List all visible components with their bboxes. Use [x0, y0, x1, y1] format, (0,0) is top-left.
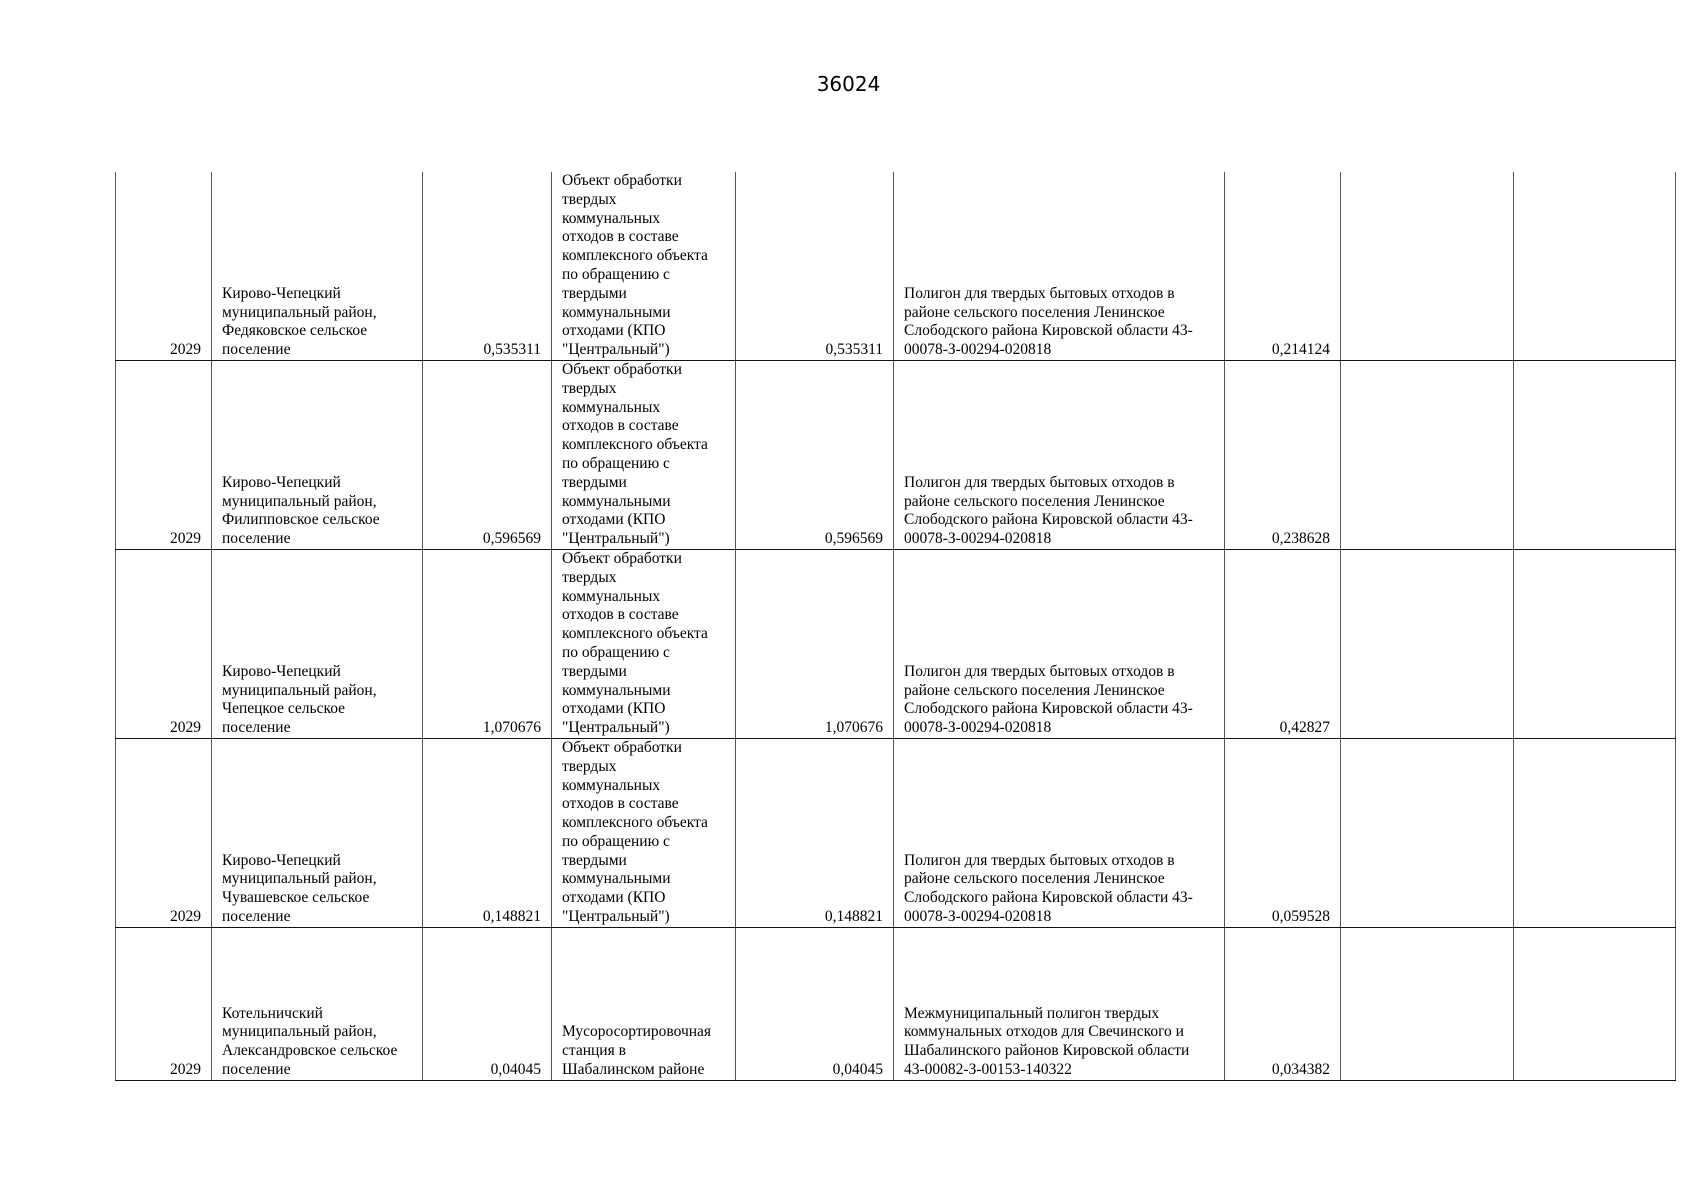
mass-object-cell: 0,04045 — [736, 927, 894, 1080]
mass-cell: 0,04045 — [423, 927, 552, 1080]
municipality-line: Александровское сельское — [222, 1042, 398, 1060]
object-line: твердых — [562, 379, 617, 397]
year-cell: 2029 — [116, 172, 212, 360]
mass-cell: 0,596569 — [423, 360, 552, 549]
municipality-line: Кирово-Чепецкий — [222, 662, 341, 680]
object-line: комплексного объекта — [562, 247, 708, 265]
municipality-line: Кирово-Чепецкий — [222, 473, 341, 491]
object-line: твердых — [562, 190, 617, 208]
object-line: по обращению с — [562, 454, 670, 472]
landfill-line: Полигон для твердых бытовых отходов в — [904, 473, 1175, 491]
object-line: комплексного объекта — [562, 625, 708, 643]
object-line: коммунальными — [562, 303, 671, 321]
landfill-line: Слободского района Кировской области 43- — [904, 322, 1193, 340]
table-row — [116, 549, 1676, 738]
mass-object-cell: 0,148821 — [736, 738, 894, 927]
mass-object-cell: 1,070676 — [736, 549, 894, 738]
municipality-cell — [212, 927, 423, 1080]
landfill-cell — [894, 738, 1225, 927]
landfill-line: 00078-З-00294-020818 — [904, 908, 1052, 926]
municipality-line: Чувашевское сельское — [222, 889, 370, 907]
mass-object-cell: 0,596569 — [736, 360, 894, 549]
landfill-line: районе сельского поселения Ленинское — [904, 492, 1165, 510]
mass-landfill-cell: 0,238628 — [1225, 360, 1341, 549]
year-cell: 2029 — [116, 549, 212, 738]
empty-cell — [1514, 738, 1676, 927]
municipality-line: поселение — [222, 341, 291, 359]
object-line: Объект обработки — [562, 172, 682, 189]
object-line: отходами (КПО — [562, 889, 666, 907]
object-line: твердыми — [562, 851, 627, 869]
municipality-line: Чепецкое сельское — [222, 700, 346, 718]
object-line: отходов в составе — [562, 417, 679, 435]
landfill-line: Полигон для твердых бытовых отходов в — [904, 284, 1175, 302]
landfill-line: районе сельского поселения Ленинское — [904, 870, 1165, 888]
municipality-line: Кирово-Чепецкий — [222, 284, 341, 302]
waste-flow-table — [115, 172, 1676, 1081]
empty-cell — [1514, 360, 1676, 549]
landfill-line: Слободского района Кировской области 43- — [904, 511, 1193, 529]
landfill-line: Межмуниципальный полигон твердых — [904, 1004, 1160, 1022]
landfill-line: Полигон для твердых бытовых отходов в — [904, 851, 1175, 869]
landfill-line: районе сельского поселения Ленинское — [904, 303, 1165, 321]
landfill-line: 00078-З-00294-020818 — [904, 719, 1052, 737]
mass-cell: 1,070676 — [423, 549, 552, 738]
municipality-line: поселение — [222, 530, 291, 548]
year-cell: 2029 — [116, 738, 212, 927]
object-line: отходов в составе — [562, 795, 679, 813]
table-body — [116, 172, 1676, 1080]
table-row — [116, 360, 1676, 549]
object-line: твердых — [562, 757, 617, 775]
landfill-line: коммунальных отходов для Свечинского и — [904, 1023, 1184, 1041]
object-line: твердыми — [562, 284, 627, 302]
municipality-line: Котельничский — [222, 1004, 323, 1022]
empty-cell — [1514, 549, 1676, 738]
landfill-cell — [894, 172, 1225, 360]
object-cell — [552, 738, 736, 927]
object-line: Шабалинском районе — [562, 1061, 705, 1079]
object-line: отходами (КПО — [562, 700, 666, 718]
object-cell — [552, 927, 736, 1080]
year-cell: 2029 — [116, 927, 212, 1080]
mass-object-cell: 0,535311 — [736, 172, 894, 360]
empty-cell — [1341, 927, 1514, 1080]
mass-landfill-cell: 0,42827 — [1225, 549, 1341, 738]
object-line: коммунальными — [562, 681, 671, 699]
object-line: отходов в составе — [562, 606, 679, 624]
municipality-line: муниципальный район, — [222, 492, 377, 510]
mass-landfill-cell: 0,214124 — [1225, 172, 1341, 360]
object-line: по обращению с — [562, 832, 670, 850]
object-line: комплексного объекта — [562, 814, 708, 832]
table-row — [116, 172, 1676, 360]
object-line: коммунальных — [562, 398, 661, 416]
empty-cell — [1514, 172, 1676, 360]
object-cell — [552, 172, 736, 360]
object-line: "Центральный") — [562, 341, 670, 359]
object-cell — [552, 549, 736, 738]
municipality-line: муниципальный район, — [222, 870, 377, 888]
empty-cell — [1341, 738, 1514, 927]
municipality-line: поселение — [222, 719, 291, 737]
object-line: отходами (КПО — [562, 511, 666, 529]
municipality-cell — [212, 360, 423, 549]
municipality-cell — [212, 549, 423, 738]
table-row — [116, 738, 1676, 927]
landfill-line: 00078-З-00294-020818 — [904, 530, 1052, 548]
object-line: "Центральный") — [562, 530, 670, 548]
landfill-cell — [894, 549, 1225, 738]
mass-cell: 0,535311 — [423, 172, 552, 360]
object-line: комплексного объекта — [562, 436, 708, 454]
object-line: по обращению с — [562, 643, 670, 661]
landfill-cell — [894, 360, 1225, 549]
municipality-line: поселение — [222, 1061, 291, 1079]
empty-cell — [1341, 360, 1514, 549]
year-cell: 2029 — [116, 360, 212, 549]
object-cell — [552, 360, 736, 549]
object-line: твердых — [562, 568, 617, 586]
object-line: "Центральный") — [562, 719, 670, 737]
object-line: "Центральный") — [562, 908, 670, 926]
table-row — [116, 927, 1676, 1080]
object-line: по обращению с — [562, 265, 670, 283]
object-line: Объект обработки — [562, 549, 682, 567]
object-line: коммунальными — [562, 870, 671, 888]
object-line: отходами (КПО — [562, 322, 666, 340]
municipality-line: Филипповское сельское — [222, 511, 380, 529]
municipality-line: Кирово-Чепецкий — [222, 851, 341, 869]
object-line: коммунальных — [562, 587, 661, 605]
landfill-line: Шабалинского районов Кировской области — [904, 1042, 1190, 1060]
landfill-line: 00078-З-00294-020818 — [904, 341, 1052, 359]
page-number: 36024 — [816, 72, 881, 96]
object-line: Объект обработки — [562, 738, 682, 756]
landfill-line: 43-00082-З-00153-140322 — [904, 1061, 1072, 1079]
object-line: коммунальными — [562, 492, 671, 510]
object-line: Мусоросортировочная — [562, 1023, 712, 1041]
object-line: станция в — [562, 1042, 626, 1060]
mass-landfill-cell: 0,059528 — [1225, 738, 1341, 927]
empty-cell — [1341, 172, 1514, 360]
landfill-line: Слободского района Кировской области 43- — [904, 889, 1193, 907]
municipality-line: муниципальный район, — [222, 1023, 377, 1041]
municipality-cell — [212, 172, 423, 360]
object-line: отходов в составе — [562, 228, 679, 246]
municipality-line: поселение — [222, 908, 291, 926]
object-line: коммунальных — [562, 209, 661, 227]
object-line: твердыми — [562, 662, 627, 680]
object-line: Объект обработки — [562, 360, 682, 378]
municipality-line: Федяковское сельское — [222, 322, 368, 340]
municipality-line: муниципальный район, — [222, 303, 377, 321]
empty-cell — [1514, 927, 1676, 1080]
municipality-line: муниципальный район, — [222, 681, 377, 699]
mass-cell: 0,148821 — [423, 738, 552, 927]
landfill-cell — [894, 927, 1225, 1080]
mass-landfill-cell: 0,034382 — [1225, 927, 1341, 1080]
municipality-cell — [212, 738, 423, 927]
landfill-line: Полигон для твердых бытовых отходов в — [904, 662, 1175, 680]
landfill-line: районе сельского поселения Ленинское — [904, 681, 1165, 699]
object-line: твердыми — [562, 473, 627, 491]
object-line: коммунальных — [562, 776, 661, 794]
empty-cell — [1341, 549, 1514, 738]
landfill-line: Слободского района Кировской области 43- — [904, 700, 1193, 718]
